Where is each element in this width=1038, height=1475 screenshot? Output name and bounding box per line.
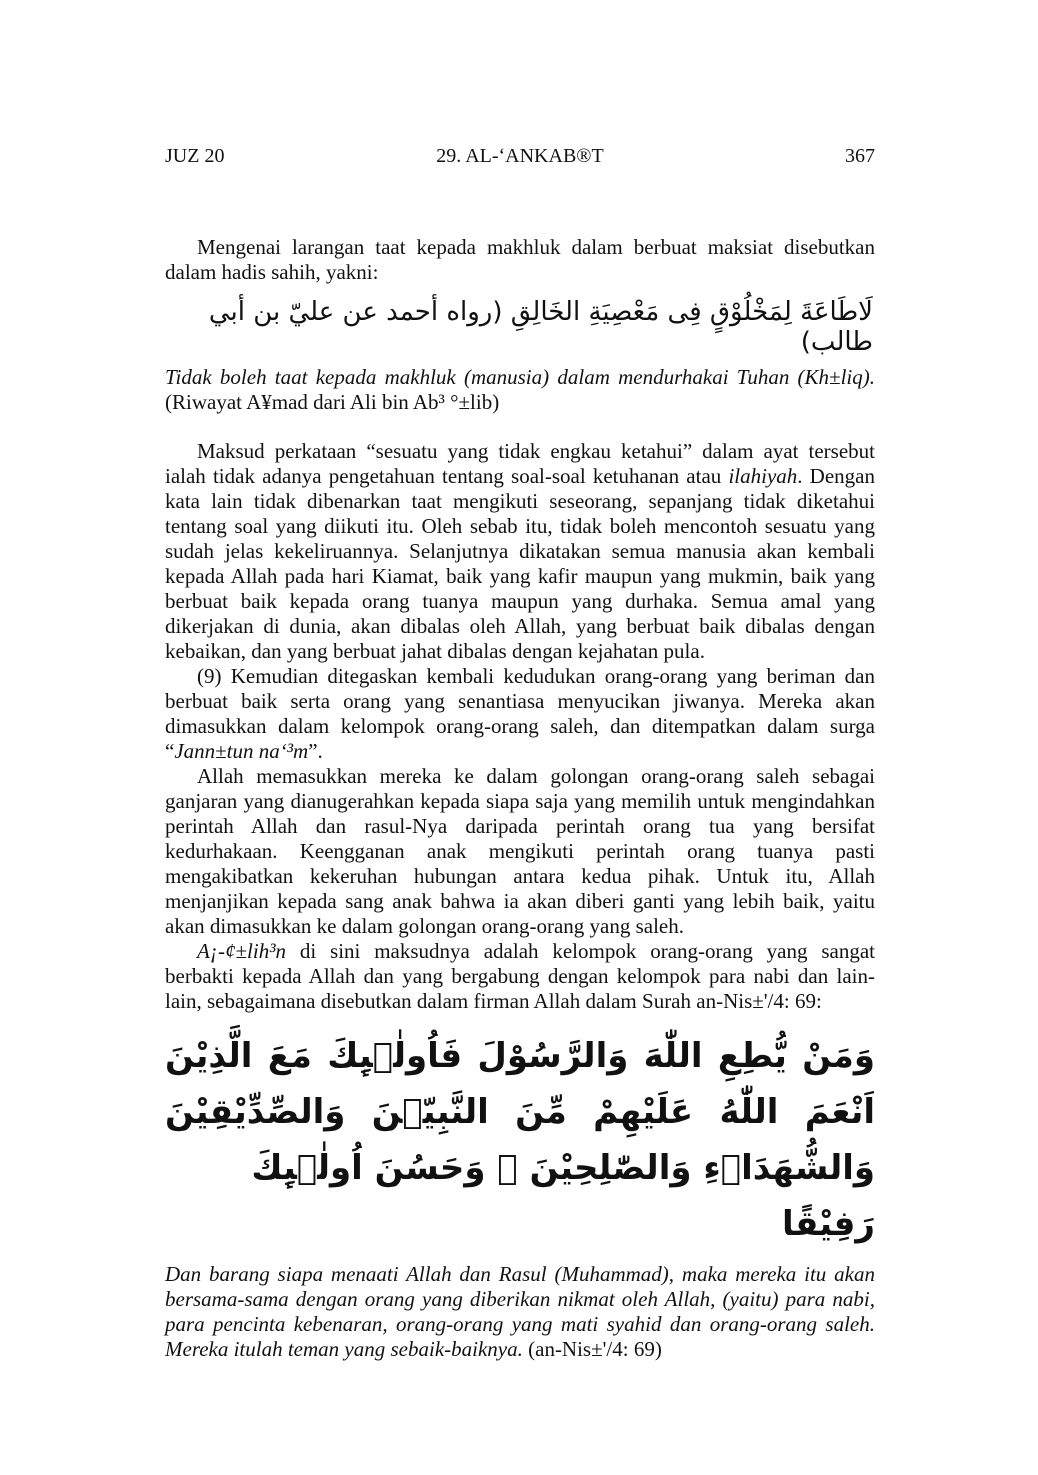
paragraph-salihin — [165, 939, 875, 1014]
quran-line-2: وَالشُّهَدَاۤءِ وَالصّٰلِحِيْنَ ۚ وَحَسُنَ اُولٰۤىِٕكَ رَفِيْقًا — [251, 1148, 875, 1244]
quran-line-1: وَمَنْ يُّطِعِ اللّٰهَ وَالرَّسُوْلَ فَاُولٰۤىِٕكَ مَعَ الَّذِيْنَ اَنْعَمَ اللّٰهُ عَلَيْهِمْ مِّنَ النَّبِيّٖنَ وَالصِّدِّيْقِيْنَ — [165, 1036, 875, 1132]
term-ilahiyah: ilahiyah — [728, 464, 798, 488]
quran-translation-text: Dan barang siapa menaati Allah dan Rasul (Muhammad), maka mereka itu akan bersama-sama dengan orang yang diberikan nikmat oleh Allah, (yaitu) para nabi, para pencinta kebenaran, orang-orang yang mati syahid dan orang-orang saleh. Mereka itulah teman yang sebaik-baiknya. — [165, 1262, 875, 1361]
quran-verse-arabic — [165, 1028, 875, 1252]
paragraph-maksud-part-b: . Dengan kata lain tidak dibenarkan taat mengikuti seseorang, sepanjang tidak diketahui tentang soal yang diikuti itu. Oleh sebab itu, tidak boleh mencontoh sesuatu yang sudah jelas kekeliruannya. Selanjutnya dikatakan semua manusia akan kembali kepada Allah pada hari Kiamat, baik yang kafir maupun yang mukmin, baik yang berbuat baik kepada orang tuanya maupun yang durhaka. Semua amal yang dikerjakan di dunia, akan dibalas oleh Allah, yang berbuat baik dibalas dengan kebaikan, dan yang berbuat jahat dibalas dengan kejahatan pula. — [165, 464, 875, 663]
paragraph-verse-9-part-b: ”. — [308, 739, 323, 763]
hadith-translation — [165, 365, 875, 415]
paragraph-golongan-saleh: Allah memasukkan mereka ke dalam golongan orang-orang saleh sebagai ganjaran yang dianugerahkan kepada siapa saja yang memilih untuk mengindahkan perintah Allah dan rasul-Nya daripada perintah orang tua yang bersifat kedurhakaan. Keengganan anak mengikuti perintah orang tuanya pasti mengakibatkan kekeruhan hubungan antara kedua pihak. Untuk itu, Allah menjanjikan kepada sang anak bahwa ia akan diberi ganti yang lebih baik, yaitu akan dimasukkan ke dalam golongan orang-orang yang saleh. — [165, 764, 875, 938]
term-jannatun-naim: Jann±tun na‘³m — [174, 739, 309, 763]
hadith-source: (Riwayat A¥mad dari Ali bin Ab³ °±lib) — [165, 390, 500, 414]
paragraph-verse-9 — [165, 664, 875, 764]
quran-source: (an-Nis±'/4: 69) — [522, 1337, 662, 1361]
paragraph-maksud — [165, 439, 875, 664]
juz-label: JUZ 20 — [165, 145, 225, 167]
paragraph-salihin-text: di sini maksudnya adalah kelompok orang-orang yang sangat berbakti kepada Allah dan yang bergabung dengan kelompok para nabi dan lain-lain, sebagaimana disebutkan dalam firman Allah dalam Surah an-Nis±'/4: 69: — [165, 939, 875, 1013]
body-text — [165, 235, 875, 1362]
paragraph-maksud-part-a: Maksud perkataan “sesuatu yang tidak engkau ketahui” dalam ayat tersebut ialah tidak adanya pengetahuan tentang soal-soal ketuhanan atau — [165, 439, 875, 488]
term-salihin: A¡-¢±lih³n — [197, 939, 286, 963]
intro-paragraph: Mengenai larangan taat kepada makhluk dalam berbuat maksiat disebutkan dalam hadis sahih, yakni: — [165, 235, 875, 284]
quran-translation — [165, 1262, 875, 1362]
hadith-arabic: لَاطَاعَةَ لِمَخْلُوْقٍ فِى مَعْصِيَةِ الخَالِقِ (رواه أحمد عن عليّ بن أبي طالب) — [208, 297, 873, 357]
paragraph-verse-9-part-a: (9) Kemudian ditegaskan kembali kedudukan orang-orang yang beriman dan berbuat baik serta orang yang senantiasa menyucikan jiwanya. Mereka akan dimasukkan dalam kelompok orang-orang saleh, dan ditempatkan dalam surga “ — [165, 664, 875, 763]
surah-title: 29. AL-‘ANKAB®T — [436, 145, 604, 167]
hadith-translation-text: Tidak boleh taat kepada makhluk (manusia) dalam mendurhakai Tuhan (Kh±liq). — [165, 365, 875, 389]
running-header — [165, 145, 875, 168]
page-number: 367 — [845, 145, 875, 167]
